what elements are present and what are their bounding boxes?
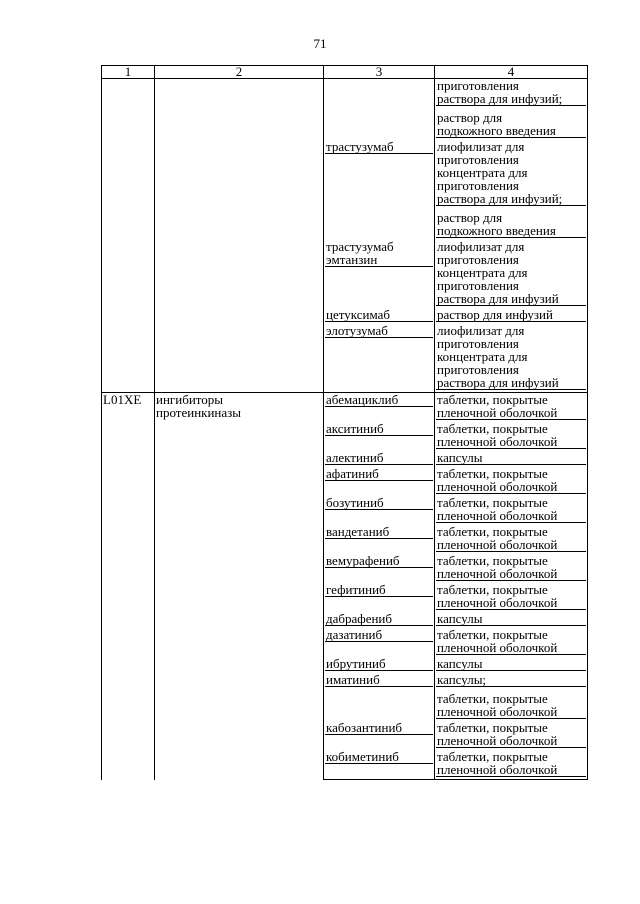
drug-name-cell — [324, 308, 435, 324]
drug-name-cell — [324, 467, 435, 496]
dosage-form: приготовления раствора для инфузий; — [436, 79, 586, 106]
dosage-form: раствор для подкожного введения — [436, 111, 586, 138]
drug-name: ибрутиниб — [325, 657, 433, 671]
column-header: 4 — [435, 66, 588, 79]
table-row — [102, 79, 588, 141]
drug-name-cell — [324, 324, 435, 393]
atc-code-cell: L01XE — [102, 393, 155, 780]
drug-name: дазатиниб — [325, 628, 433, 642]
dosage-forms-cell — [435, 79, 588, 141]
drug-name-cell — [324, 628, 435, 657]
drug-name-cell — [324, 140, 435, 240]
drug-name: бозутиниб — [325, 496, 433, 510]
dosage-form: таблетки, покрытые пленочной оболочкой — [436, 583, 586, 610]
drug-name-cell — [324, 750, 435, 780]
dosage-form: лиофилизат для приготовления концентрата для приготовления раствора для инфузий — [436, 240, 586, 306]
drug-name-cell — [324, 79, 435, 141]
drug-name-cell — [324, 451, 435, 467]
drug-name: акситиниб — [325, 422, 433, 436]
column-header: 1 — [102, 66, 155, 79]
drug-name-cell — [324, 612, 435, 628]
dosage-form: таблетки, покрытые пленочной оболочкой — [436, 750, 586, 777]
dosage-form: таблетки, покрытые пленочной оболочкой — [436, 554, 586, 581]
drug-name-cell — [324, 393, 435, 423]
drug-name: вандетаниб — [325, 525, 433, 539]
drug-name: цетуксимаб — [325, 308, 433, 322]
drug-name: гефитиниб — [325, 583, 433, 597]
dosage-forms-cell — [435, 628, 588, 657]
drug-name-cell — [324, 673, 435, 721]
dosage-forms-cell — [435, 525, 588, 554]
dosage-forms-cell — [435, 467, 588, 496]
drug-name: иматиниб — [325, 673, 433, 687]
dosage-form: лиофилизат для приготовления концентрата для приготовления раствора для инфузий — [436, 324, 586, 390]
drug-name-cell — [324, 554, 435, 583]
drug-name: абемациклиб — [325, 393, 433, 407]
dosage-forms-cell — [435, 721, 588, 750]
drug-name-cell — [324, 525, 435, 554]
drug-name-cell — [324, 422, 435, 451]
table-row — [102, 393, 588, 423]
drug-name-cell — [324, 721, 435, 750]
drug-name-cell — [324, 583, 435, 612]
dosage-forms-cell — [435, 393, 588, 423]
drug-name: кобиметиниб — [325, 750, 433, 764]
drug-name: элотузумаб — [325, 324, 433, 338]
dosage-forms-cell — [435, 140, 588, 240]
dosage-forms-cell — [435, 496, 588, 525]
dosage-form: капсулы — [436, 451, 586, 465]
drug-name-cell — [324, 240, 435, 308]
drug-name: трастузумаб — [325, 140, 433, 154]
dosage-forms-cell — [435, 308, 588, 324]
dosage-form: таблетки, покрытые пленочной оболочкой — [436, 525, 586, 552]
dosage-form: таблетки, покрытые пленочной оболочкой — [436, 721, 586, 748]
column-header: 2 — [155, 66, 324, 79]
dosage-forms-cell — [435, 583, 588, 612]
dosage-forms-cell — [435, 422, 588, 451]
drug-name: кабозантиниб — [325, 721, 433, 735]
dosage-form: капсулы; — [436, 673, 586, 687]
dosage-form: таблетки, покрытые пленочной оболочкой — [436, 422, 586, 449]
page-number: 71 — [313, 36, 327, 51]
drug-name-cell — [324, 496, 435, 525]
dosage-forms-cell — [435, 240, 588, 308]
drug-name: алектиниб — [325, 451, 433, 465]
dosage-forms-cell — [435, 673, 588, 721]
dosage-form: таблетки, покрытые пленочной оболочкой — [436, 692, 586, 719]
dosage-form: таблетки, покрытые пленочной оболочкой — [436, 467, 586, 494]
dosage-form: раствор для подкожного введения — [436, 211, 586, 238]
dosage-form: раствор для инфузий — [436, 308, 586, 322]
atc-code-cell — [102, 79, 155, 393]
dosage-forms-cell — [435, 612, 588, 628]
drug-name: дабрафениб — [325, 612, 433, 626]
dosage-form: таблетки, покрытые пленочной оболочкой — [436, 628, 586, 655]
table-header-row — [102, 66, 588, 79]
column-header: 3 — [324, 66, 435, 79]
drug-name: афатиниб — [325, 467, 433, 481]
drug-table — [101, 65, 588, 780]
dosage-forms-cell — [435, 554, 588, 583]
dosage-form: капсулы — [436, 657, 586, 671]
dosage-forms-cell — [435, 750, 588, 780]
drug-name: вемурафениб — [325, 554, 433, 568]
dosage-forms-cell — [435, 324, 588, 393]
table-body — [102, 79, 588, 780]
dosage-form: лиофилизат для приготовления концентрата для приготовления раствора для инфузий; — [436, 140, 586, 206]
dosage-forms-cell — [435, 657, 588, 673]
drug-name-cell — [324, 657, 435, 673]
group-name-cell — [155, 79, 324, 393]
drug-name: трастузумаб эмтанзин — [325, 240, 433, 267]
dosage-form: капсулы — [436, 612, 586, 626]
dosage-form: таблетки, покрытые пленочной оболочкой — [436, 393, 586, 420]
dosage-form: таблетки, покрытые пленочной оболочкой — [436, 496, 586, 523]
group-name-cell: ингибиторы протеинкиназы — [155, 393, 324, 780]
dosage-forms-cell — [435, 451, 588, 467]
